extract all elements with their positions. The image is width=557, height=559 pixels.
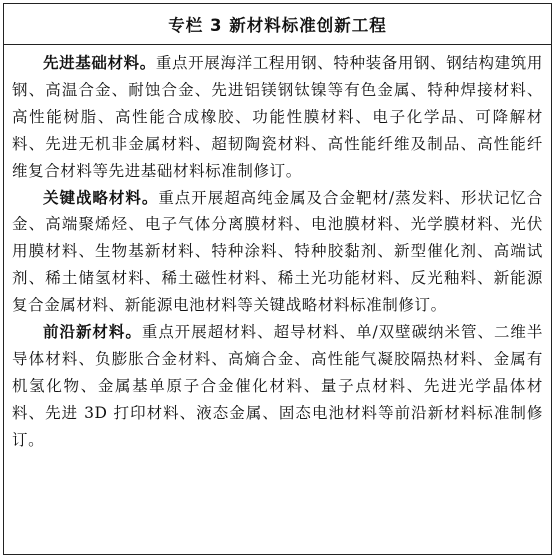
- section-heading: 先进基础材料。: [43, 54, 156, 72]
- section-heading: 关键战略材料。: [43, 188, 159, 207]
- section-frontier-new-materials: [12, 319, 543, 454]
- box-content: [4, 45, 551, 454]
- section-body: 重点开展海洋工程用钢、特种装备用钢、钢结构建筑用钢、高温合金、耐蚀合金、先进铝镁钢钛镍等有色金属、特种焊接材料、高性能树脂、高性能合成橡胶、功能性膜材料、电子化学品、可降解材料、先进无机非金属材料、超韧陶瓷材料、高性能纤维及制品、高性能纤维复合材料等先进基础材料标准制修订。: [12, 54, 544, 180]
- box-title: 专栏 3 新材料标准创新工程: [4, 4, 551, 45]
- feature-box: [3, 3, 552, 555]
- section-body: 重点开展超材料、超导材料、单/双壁碳纳米管、二维半导体材料、负膨胀合金材料、高熵合金、高性能气凝胶隔热材料、金属有机氢化物、金属基单原子合金催化材料、量子点材料、先进光学晶体材料、先进 3D 打印材料、液态金属、固态电池材料等前沿新材料标准制修订。: [12, 323, 543, 449]
- section-body: 重点开展超高纯金属及合金靶材/蒸发料、形状记忆合金、高端聚烯烃、电子气体分离膜材料、电池膜材料、光学膜材料、光伏用膜材料、生物基新材料、特种涂料、特种胶黏剂、新型催化剂、高端试剂、稀土储氢材料、稀土磁性材料、稀土光功能材料、反光釉料、新能源复合金属材料、新能源电池材料等关键战略材料标准制修订。: [12, 188, 544, 315]
- section-heading: 前沿新材料。: [43, 323, 142, 342]
- section-key-strategic-materials: [12, 185, 543, 320]
- section-advanced-basic-materials: [12, 50, 543, 185]
